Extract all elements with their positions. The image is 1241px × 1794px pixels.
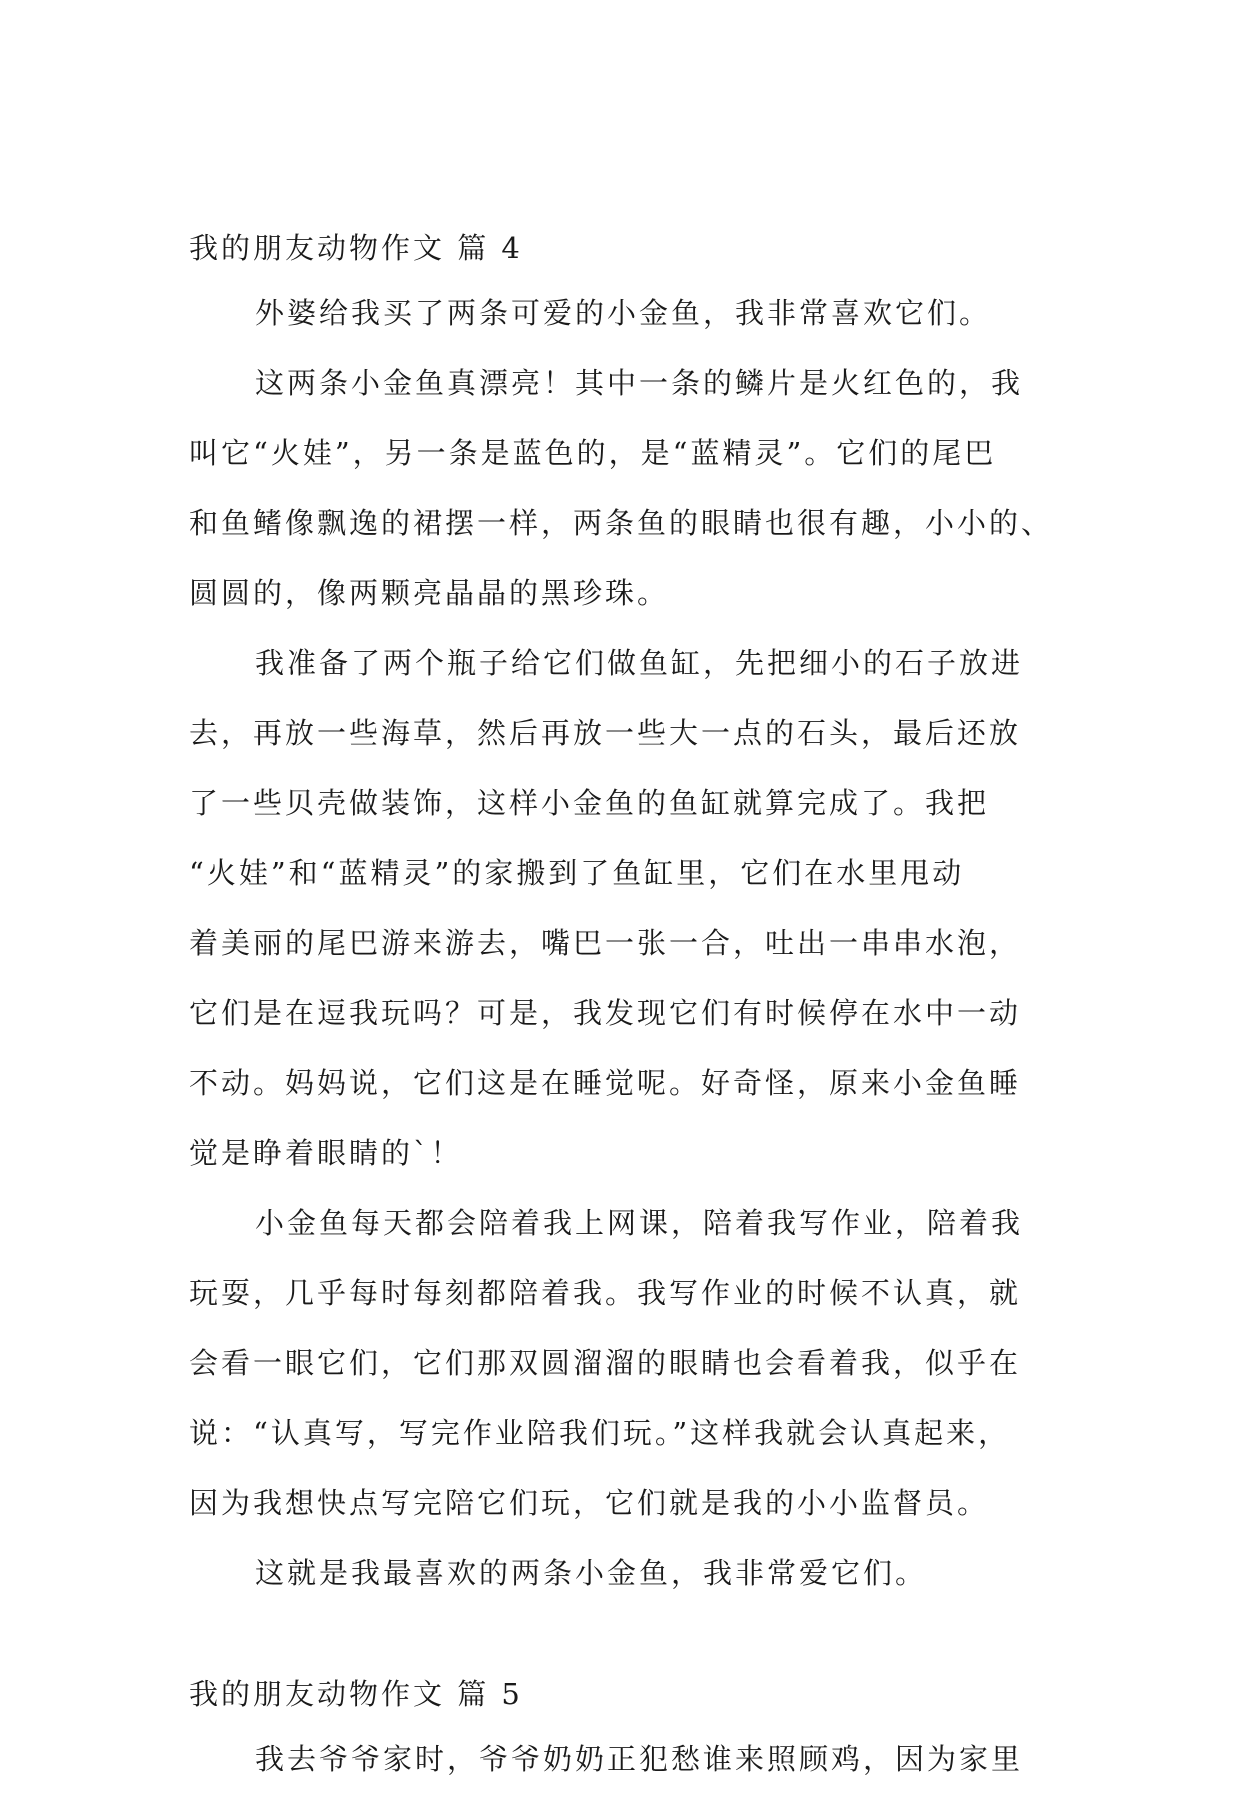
- paragraph-line: 小金鱼每天都会陪着我上网课，陪着我写作业，陪着我: [255, 1206, 1024, 1240]
- paragraph-line: 不动。妈妈说，它们这是在睡觉呢。好奇怪，原来小金鱼睡: [189, 1066, 1022, 1100]
- paragraph-line: 叫它“火娃”，另一条是蓝色的，是“蓝精灵”。它们的尾巴: [189, 436, 997, 470]
- paragraph-line: 觉是睁着眼睛的`！: [189, 1136, 463, 1170]
- paragraph-line: “火娃”和“蓝精灵”的家搬到了鱼缸里，它们在水里甩动: [189, 856, 965, 890]
- paragraph-line: 去，再放一些海草，然后再放一些大一点的石头，最后还放: [189, 716, 1022, 750]
- paragraph-line: 和鱼鳍像飘逸的裙摆一样，两条鱼的眼睛也很有趣，小小的、: [189, 506, 1054, 540]
- paragraph-line: 因为我想快点写完陪它们玩，它们就是我的小小监督员。: [189, 1486, 990, 1520]
- paragraph-line: 着美丽的尾巴游来游去，嘴巴一张一合，吐出一串串水泡，: [189, 926, 1022, 960]
- paragraph-line: 圆圆的，像两颗亮晶晶的黑珍珠。: [189, 576, 670, 610]
- paragraph-line: 这就是我最喜欢的两条小金鱼，我非常爱它们。: [255, 1556, 928, 1590]
- paragraph-line: 我准备了两个瓶子给它们做鱼缸，先把细小的石子放进: [255, 646, 1024, 680]
- paragraph-line: 玩耍，几乎每时每刻都陪着我。我写作业的时候不认真，就: [189, 1276, 1022, 1310]
- section-gap: [189, 1608, 1059, 1664]
- paragraph: [189, 348, 1059, 628]
- paragraph: [189, 1188, 1059, 1538]
- paragraph-line: 我去爷爷家时，爷爷奶奶正犯愁谁来照顾鸡，因为家里: [255, 1742, 1024, 1776]
- paragraph-line: 外婆给我买了两条可爱的小金鱼，我非常喜欢它们。: [255, 296, 992, 330]
- paragraph-line: 说：“认真写，写完作业陪我们玩。”这样我就会认真起来，: [189, 1416, 1011, 1450]
- paragraph-line: 这两条小金鱼真漂亮！其中一条的鳞片是火红色的，我: [255, 366, 1024, 400]
- paragraph: [189, 628, 1059, 1188]
- paragraph: [189, 1724, 1059, 1794]
- paragraph-line: 会看一眼它们，它们那双圆溜溜的眼睛也会看着我，似乎在: [189, 1346, 1022, 1380]
- paragraph-line: 它们是在逗我玩吗？可是，我发现它们有时候停在水中一动: [189, 996, 1022, 1030]
- paragraph: [189, 278, 1059, 348]
- paragraph: [189, 1538, 1059, 1608]
- paragraph-line: 了一些贝壳做装饰，这样小金鱼的鱼缸就算完成了。我把: [189, 786, 990, 820]
- section-heading: 我的朋友动物作文 篇 5: [189, 1677, 523, 1711]
- document-body: [189, 218, 1059, 1794]
- section-heading: 我的朋友动物作文 篇 4: [189, 231, 523, 265]
